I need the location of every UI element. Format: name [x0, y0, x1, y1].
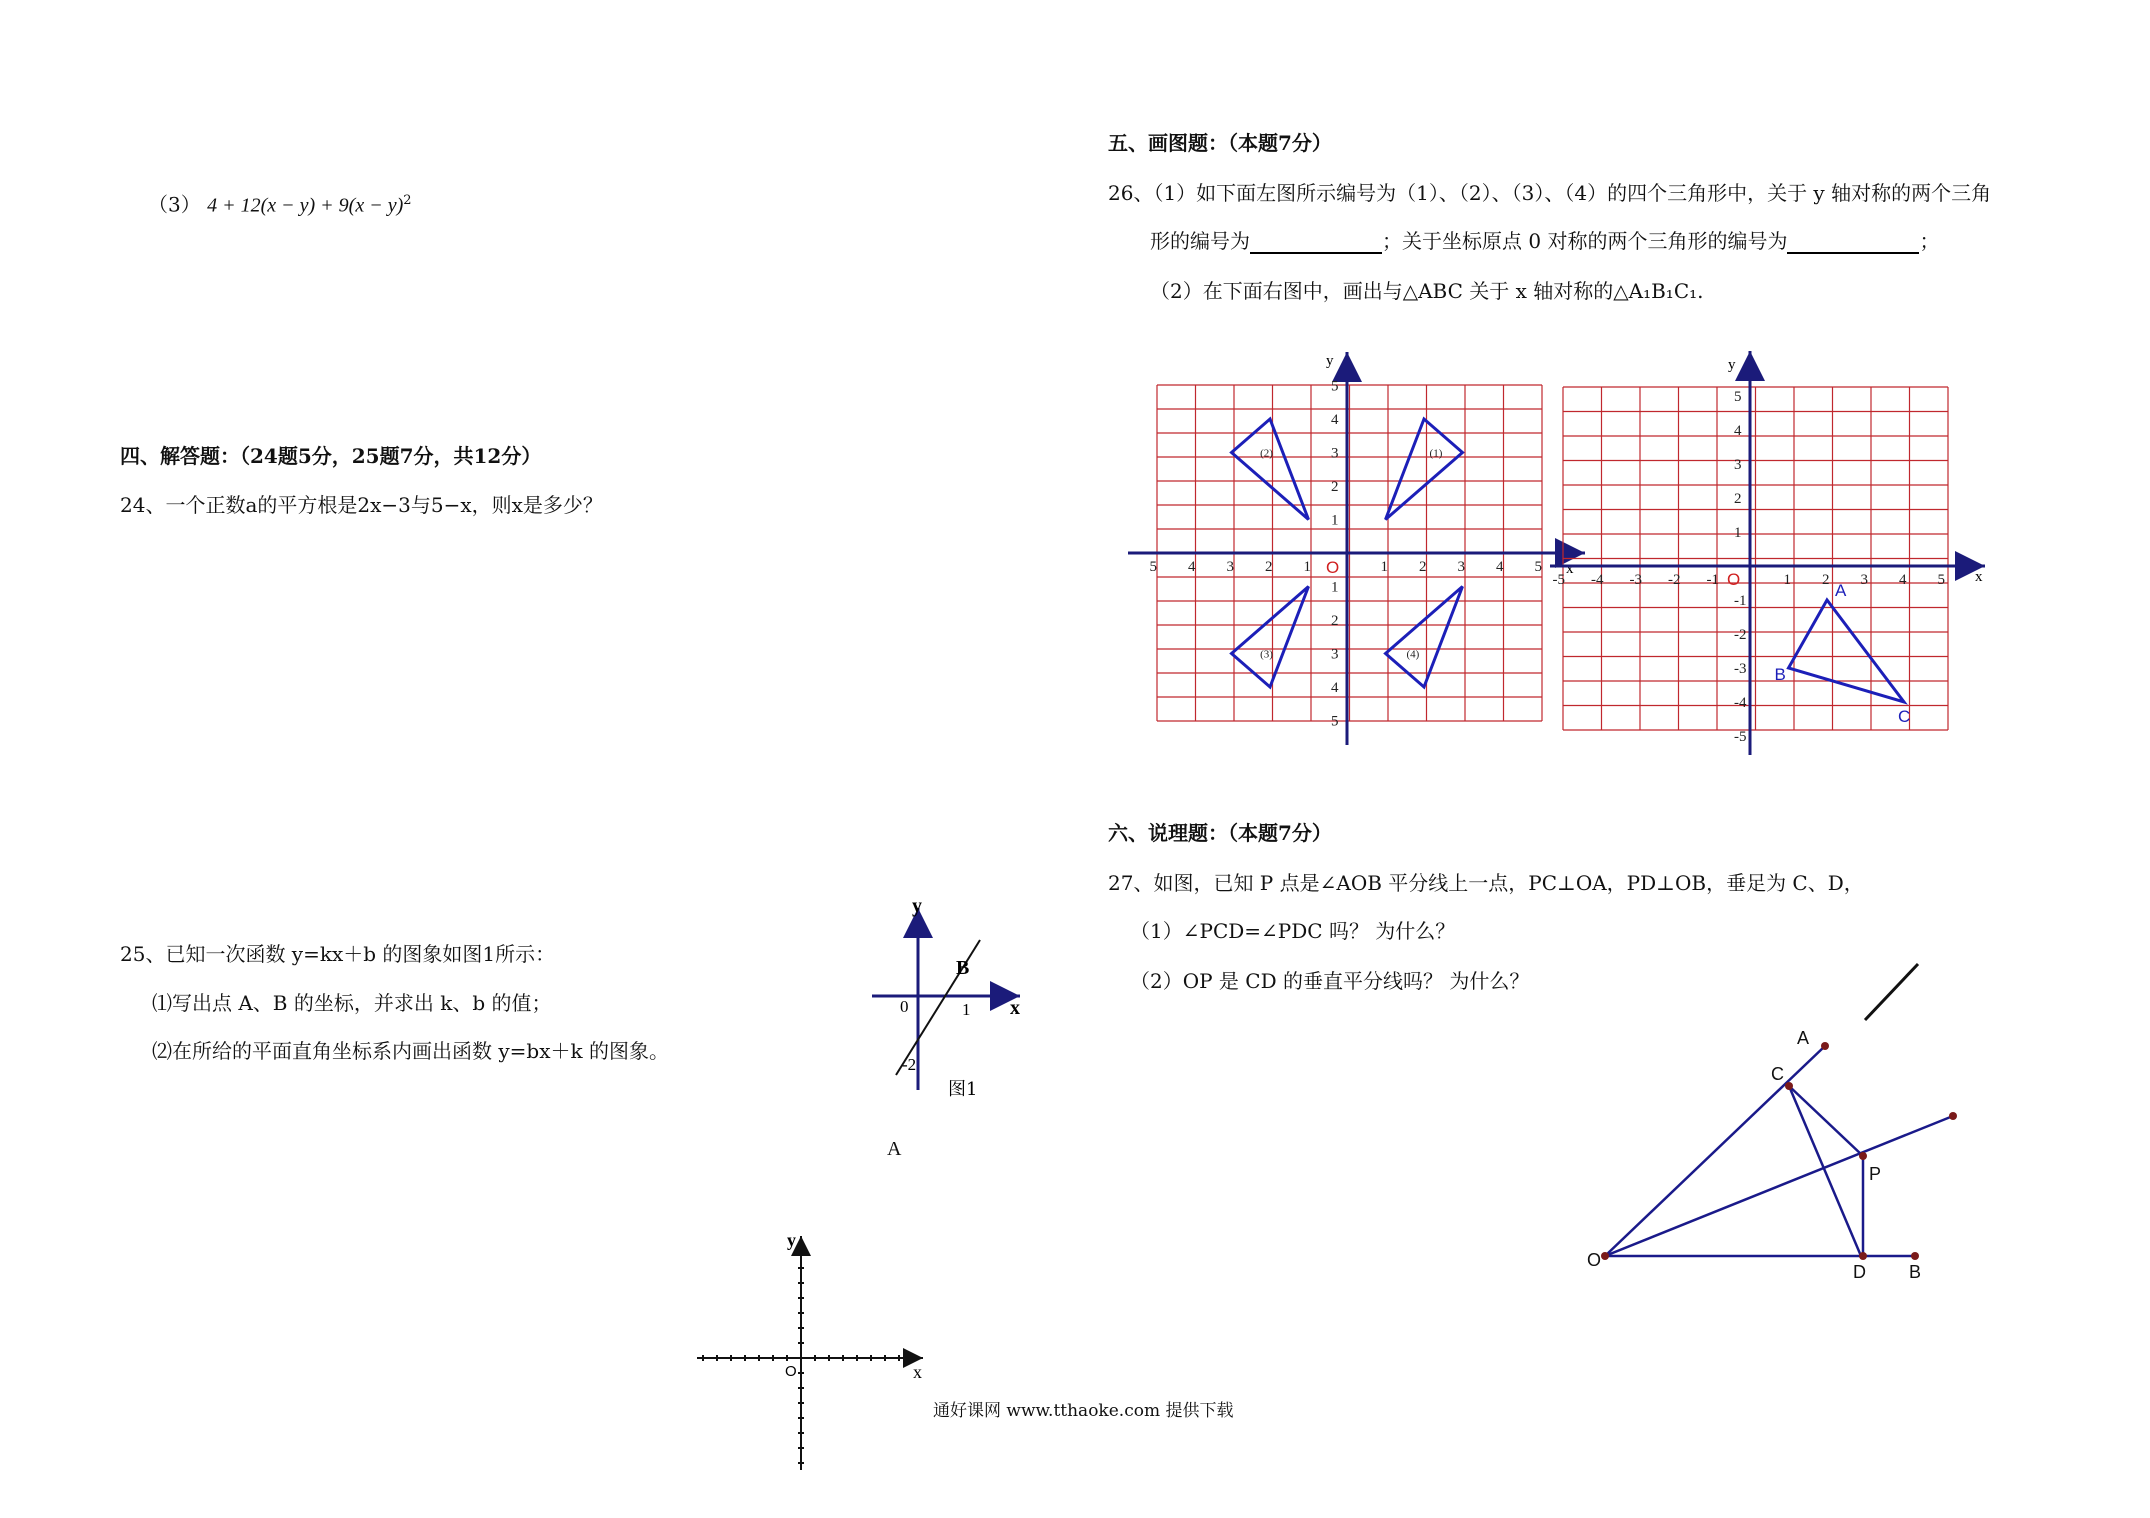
- question-26-part1-line2: 形的编号为 ；关于坐标原点 0 对称的两个三角形的编号为 ；: [1150, 229, 1940, 253]
- axes2-x-label: x: [913, 1362, 922, 1382]
- gridR-ytick: -1: [1734, 593, 1747, 609]
- item3: [148, 188, 412, 219]
- question-27-part2: （2）OP 是 CD 的垂直平分线吗？ 为什么？: [1130, 969, 1530, 993]
- gridL-xtick: 5: [1534, 559, 1542, 575]
- label-p: P: [1869, 1164, 1882, 1184]
- gridL-ytick: 1: [1331, 512, 1339, 529]
- answer-axes: [695, 1230, 935, 1480]
- fig1-tick-1: 1: [962, 1000, 971, 1019]
- gridL-xtick: 2: [1419, 559, 1427, 575]
- gridR-ytick: -2: [1734, 627, 1747, 643]
- segment-pc: [1789, 1086, 1863, 1156]
- gridL-ytick: 4: [1331, 412, 1339, 428]
- gridR-xtick: -1: [1706, 572, 1719, 588]
- triangle-label: (4): [1406, 648, 1420, 661]
- gridL-ytick: 2: [1331, 479, 1339, 495]
- gridR-ytick: 3: [1734, 457, 1742, 473]
- gridL-ytick: 3: [1331, 646, 1339, 663]
- fig1-x-label: x: [1010, 997, 1020, 1019]
- gridL-xtick: 3: [1226, 559, 1234, 575]
- grid-right-y-label: y: [1728, 357, 1736, 373]
- footer-credit: 通好课网 www.tthaoke.com 提供下载: [933, 1401, 1234, 1421]
- item3-expression: 4 + 12(x − y) + 9(x − y): [207, 194, 404, 217]
- fig1-point-b: B: [956, 957, 970, 979]
- gridR-ytick: 4: [1734, 423, 1742, 439]
- gridL-xtick: 1: [1303, 559, 1311, 575]
- question-26-part2: （2）在下面右图中，画出与△ABC 关于 x 轴对称的△A₁B₁C₁.: [1150, 279, 1704, 303]
- answer-blank-y-axis[interactable]: [1250, 230, 1382, 254]
- bisector-op: [1605, 1116, 1953, 1256]
- gridR-xtick: 5: [1937, 572, 1945, 588]
- gridL-xtick: 5: [1149, 559, 1157, 575]
- extension-ray: [1865, 964, 1918, 1020]
- question-24: 24、一个正数a的平方根是2x−3与5−x，则x是多少？: [120, 493, 603, 517]
- point-p-dot: [1859, 1152, 1867, 1160]
- gridR-ytick: -5: [1734, 729, 1747, 745]
- gridR-ytick: 5: [1734, 389, 1742, 405]
- fig1-point-a: A: [887, 1138, 902, 1160]
- gridL-xtick: 2: [1265, 559, 1273, 575]
- axes2-y-label: y: [787, 1230, 796, 1250]
- grid-right-origin: O: [1727, 570, 1741, 589]
- gridR-xtick: 1: [1783, 572, 1791, 588]
- label-a: A: [1797, 1028, 1810, 1048]
- gridL-ytick: 5: [1331, 713, 1339, 730]
- gridL-xtick: 4: [1188, 559, 1196, 575]
- gridL-ytick: 1: [1331, 579, 1339, 596]
- label-d: D: [1853, 1262, 1866, 1282]
- gridL-xtick: 3: [1457, 559, 1465, 575]
- triangle-abc: [1789, 600, 1905, 702]
- answer-blank-origin[interactable]: [1787, 230, 1919, 254]
- label-o: O: [1587, 1250, 1602, 1270]
- grid-right: [1552, 345, 1995, 765]
- vertex-label-b: B: [1774, 665, 1786, 684]
- question-25: 25、已知一次函数 y=kx＋b 的图象如图1所示：: [120, 942, 556, 966]
- question-25-part2: ⑵在所给的平面直角坐标系内画出函数 y=bx＋k 的图象。: [152, 1039, 669, 1063]
- gridR-ytick: 1: [1734, 525, 1742, 541]
- figure-1: [870, 895, 1030, 1100]
- grid-right-x-label: x: [1975, 569, 1983, 585]
- grid-left-y-label: y: [1326, 353, 1334, 369]
- triangle-label: (3): [1260, 648, 1273, 661]
- gridR-ytick: 2: [1734, 491, 1742, 507]
- point-d-dot: [1859, 1252, 1867, 1260]
- point-o-dot: [1601, 1252, 1609, 1260]
- gridL-ytick: 5: [1331, 378, 1339, 395]
- gridL-ytick: 3: [1331, 445, 1339, 462]
- fig1-caption: 图1: [948, 1079, 978, 1100]
- gridR-xtick: 3: [1860, 572, 1868, 588]
- gridL-xtick: 4: [1496, 559, 1504, 575]
- item3-exponent: 2: [403, 193, 412, 208]
- gridR-xtick: -4: [1591, 572, 1604, 588]
- point-b-dot: [1911, 1252, 1919, 1260]
- section4-title: 四、解答题：（24题5分，25题7分，共12分）: [120, 444, 542, 468]
- grid-left: [1130, 340, 1574, 750]
- ray-oa: [1605, 1046, 1825, 1256]
- question-26-part1-line1: 26、（1）如下面左图所示编号为（1）、（2）、（3）、（4）的四个三角形中，关于 y 轴对称的两个三角: [1108, 181, 1992, 205]
- gridR-ytick: -3: [1734, 661, 1747, 677]
- gridL-ytick: 2: [1331, 613, 1339, 629]
- item3-label: （3）: [148, 192, 201, 217]
- point-a-dot: [1821, 1042, 1829, 1050]
- label-c: C: [1771, 1064, 1784, 1084]
- point-c-dot: [1785, 1082, 1793, 1090]
- section6-title: 六、说理题：（本题7分）: [1108, 821, 1332, 845]
- gridR-xtick: -2: [1668, 572, 1681, 588]
- gridL-ytick: 4: [1331, 680, 1339, 696]
- triangle-label: (2): [1260, 447, 1273, 460]
- axes2-origin: O: [785, 1363, 797, 1380]
- label-b: B: [1909, 1262, 1922, 1282]
- gridR-ytick: -4: [1734, 695, 1747, 711]
- section5-title: 五、画图题：（本题7分）: [1108, 131, 1332, 155]
- grid-left-x-label: x: [1566, 561, 1574, 577]
- gridR-xtick: 2: [1822, 572, 1830, 588]
- fig1-tick-neg2: -2: [902, 1055, 917, 1074]
- gridR-xtick: -5: [1552, 572, 1565, 588]
- gridR-xtick: -3: [1629, 572, 1642, 588]
- fig1-y-label: y: [912, 895, 922, 917]
- end-bisector-dot: [1949, 1112, 1957, 1120]
- vertex-label-c: C: [1898, 707, 1911, 726]
- figure-27: [1585, 950, 1985, 1290]
- gridR-xtick: 4: [1899, 572, 1907, 588]
- question-25-part1: ⑴写出点 A、B 的坐标，并求出 k、b 的值；: [152, 991, 552, 1015]
- question-27: 27、如图，已知 P 点是∠AOB 平分线上一点，PC⊥OA，PD⊥OB，垂足为 C、D，: [1108, 871, 1864, 895]
- gridL-xtick: 1: [1380, 559, 1388, 575]
- vertex-label-a: A: [1835, 581, 1847, 600]
- triangle-label: (1): [1429, 447, 1443, 460]
- fig1-origin: 0: [900, 997, 909, 1016]
- question-27-part1: （1）∠PCD=∠PDC 吗？ 为什么？: [1130, 919, 1456, 943]
- grid-left-origin: O: [1326, 558, 1340, 577]
- segment-cd: [1789, 1086, 1861, 1256]
